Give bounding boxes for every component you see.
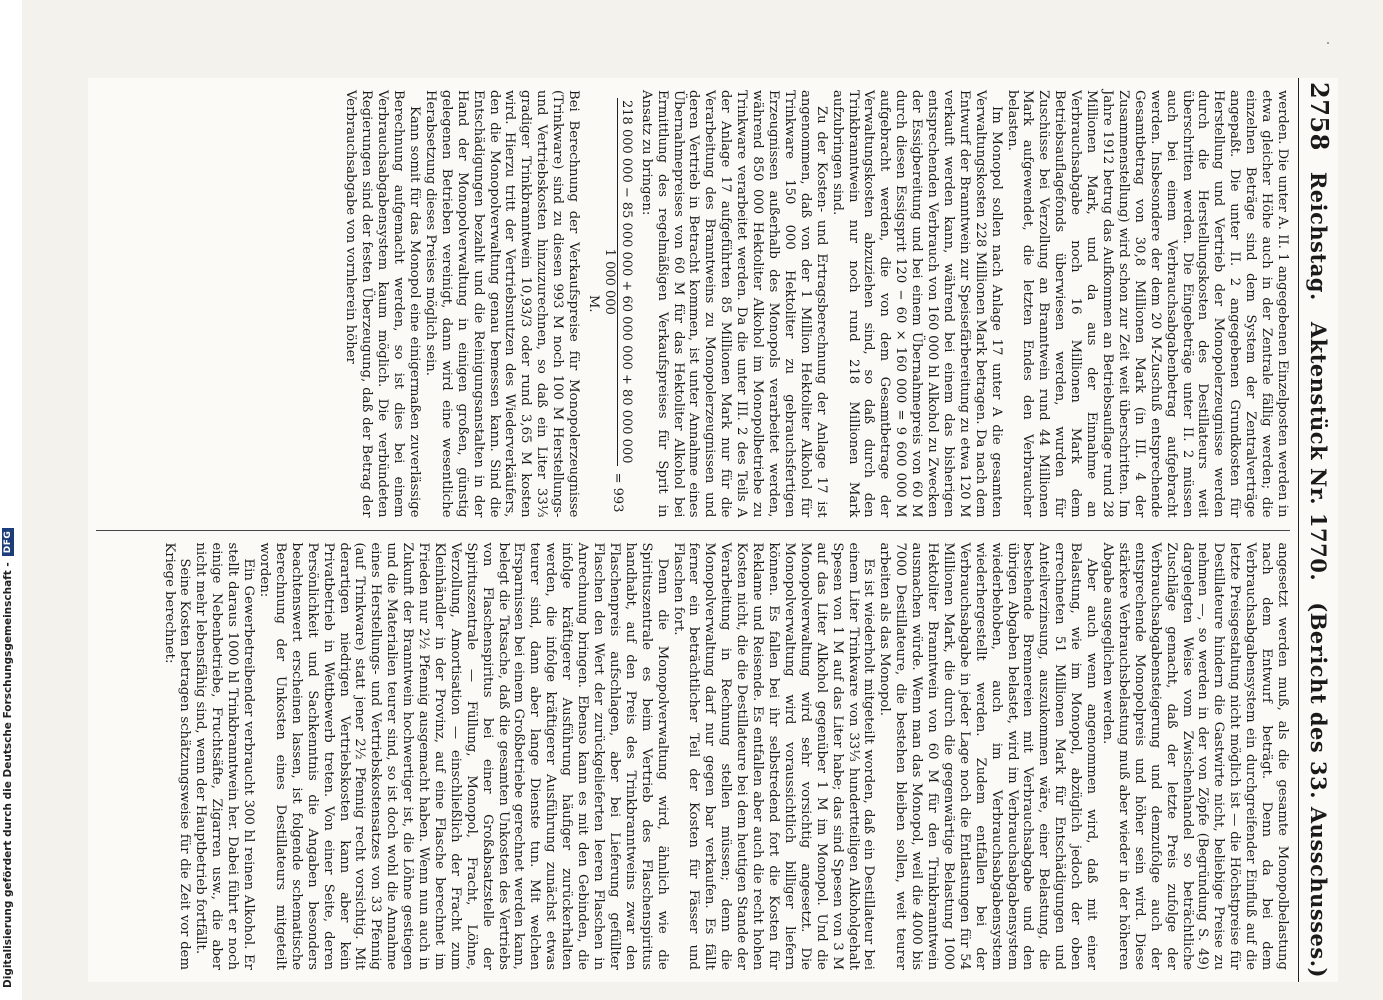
price-formula (585, 90, 634, 518)
report-title: (Bericht des 33. Ausschusses.) (1306, 602, 1331, 978)
paragraph: werden. Die unter A. II. 1 angegebenen Einzelposten werden in etwa gleicher Höhe auch in der Zentrale fällig werden; die einzelnen Beträge sind dem System der Zentralverträge angepaßt. Die unter II. 2 angegebenen Grundkosten für Herstellung und Vertrieb der Monopolerzeugnisse werden durch die Herstellungskosten des Destillateurs weit überschritten werden. Die Eingebeträge unter II. 2 müssen auch bei einem Verbrauchsabgabenbetrag aufgebracht werden. Insbesondere der dem 20 M-Zuschuß entsprechende Gesamtbetrag von 30,8 Millionen Mark (in III. 4 der Zusammenstellung) wird schon zur Zeit weit überschritten. Im Jahre 1912 betrug das Aufkommen an Betriebsauflage rund 28 Millionen Mark, und da aus der Einnahme an Verbrauchsabgabe noch 16 Millionen Mark dem Betriebsauflagefonds überwiesen werden, wurden für Zuschüsse bei Verzollung an Branntwein rund 44 Millionen Mark aufgewendet, die letzten Endes den Verbraucher belasten. (1004, 90, 1290, 518)
paragraph: Bei Berechnung der Verkaufspreise für Monopolerzeugnisse (Trinkware) sind zu diesen 993 M noch 100 M Herstellungs- und Vertriebskosten hinzuzurechnen, so daß ein Liter 33⅓ gradiger Trinkbranntwein 10,93/3 oder rund 3,65 M kosten wird. Hierzu tritt der Vertriebsnutzen des Wiederverkäufers, den die Monopolverwaltung genau bemessen kann. Sind die Entschädigungen bezahlt und die Reinigungsanstalten in der Hand der Monopolverwaltung in einigen großen, günstig gelegenen Betrieben vereinigt, dann wird eine wesentliche Herabsetzung dieses Preises möglich sein. (422, 90, 582, 518)
paragraph: Im Monopol sollen nach Anlage 17 unter A die gesamten Verwaltungskosten 228 Millionen Mark betragen. Da nach dem Entwurf der Branntwein zur Speisefärbereitung zu etwa 120 M verkauft werden kann, während bei einem das bisherigen entsprechenden Verbrauch von 160 000 hl Alkohol zu Zwecken der Essigbereitung und bei einem Übernahmepreis von 60 M durch diesen Essigsprit 120 − 60 × 160 000 = 9 600 000 M aufgebracht werden, die von dem Gesamtbetrage der Verwaltungskosten abzuziehen sind, so daß durch den Trinkbranntwein nur noch rund 218 Millionen Mark aufzubringen sind. (829, 90, 1004, 518)
document-number: Aktenstück Nr. 1770. (1306, 321, 1331, 582)
digitization-sidebar (0, 0, 22, 1000)
paragraph: angesetzt werden muß, als die gesamte Monopolbelastung nach dem Entwurf beträgt. Denn da bei dem Verbrauchsabgabensystem ein durchgreifender Einfluß auf die letzte Preisgestaltung nicht möglich ist — die Höchstpreise für Destillateure hindern die Gastwirte nicht, beliebige Preise zu nehmen —, so werden in der von Zöpfe (Begründung S. 49) dargelegten Weise vom Zwischenhandel so beträchtliche Zuschläge gemacht, daß der letzte Preis zufolge der Verbrauchsabgabensteigerung und demzufolge auch der entsprechende Monopolpreis und höher sein wird. Diese stärkere Verbrauchsbelastung muß aber wieder in der höheren Abgabe ausgeglichen werden. (1100, 542, 1290, 970)
paragraph: Seine Kosten betragen schätzungsweise für die Zeit vor dem Kriege berechnet: (161, 542, 193, 970)
paragraph: Ein Gewerbetreibender verbraucht 300 hl reinen Alkohol. Er stellt daraus 1000 hl Trinkbranntwein her. Dabei führt er noch einige Nebenbetriebe, Fruchtsäfte, Zigarren usw., die aber nicht mehr lebensfähig sind, wenn der Hauptbetrieb fortfällt. (193, 542, 257, 970)
paragraph: Es ist wiederholt mitgeteilt worden, daß ein Destillateur bei einem Liter Trinkware von 33⅓ hundertteiligen Alkoholgehalt Spesen von 1 M auf das Liter habe; das sind Spesen von 3 M auf das Liter Alkohol gegenüber 1 M im Monopol. Und die Monopolverwaltung wird sehr vorsichtig angesetzt. Die Monopolverwaltung wird voraussichtlich billiger liefern können. Es fallen bei ihr selbstredend fort die Kosten für Reklame und Reisende. Es entfallen aber auch die recht hohen Kosten nicht, die die Destillateure bei dem heutigen Stande der Verarbeitung in Rechnung stellen müssen; denn die Monopolverwaltung darf nur gegen bar verkaufen. Es fällt ferner ein beträchtlicher Teil der Kosten für Fässer und Flaschen fort. (670, 542, 877, 970)
rotated-page-content (88, 78, 1338, 982)
page-number: 2758 (1305, 82, 1334, 151)
left-column (96, 78, 1290, 530)
text-columns (96, 78, 1290, 982)
formula-fraction (601, 98, 634, 465)
publication-title: Reichstag. (1306, 171, 1331, 301)
paragraph: Zu der Kosten- und Ertragsberechnung der Anlage 17 ist angenommen, daß von der 1 Million Hektoliter Alkohol für Trinkware 150 000 Hektoliter zu gebrauchsfertigen Erzeugnissen außerhalb des Monopols verarbeitet werden, während 850 000 Hektoliter Alkohol im Monopolbetriebe zu Trinkware verarbeitet werden. Da die unter III. 2 des Teils A der Anlage 17 aufgeführten 85 Millionen Mark nur für die Verarbeitung des Branntweins zu Monopolerzeugnissen und deren Vertrieb in Betracht kommen, ist unter Annahme eines Übernahmepreises von 60 M für das Hektoliter Alkohol bei Ermittlung des regelmäßigen Verkaufspreises für Sprit in Ansatz zu bringen: (638, 90, 829, 518)
dfg-logo: DFG (2, 528, 14, 557)
paragraph: Aber auch wenn angenommen wird, daß mit einer Belastung, wie im Monopol, abzüglich jedoch der oben errechneten 51 Millionen Mark für Entschädigungen und Anteilverzinsung, auszukommen wäre, einer Belastung, die bestehende Brennereien mit Verbrauchsabgabe und den übrigen Abgaben belastet, wird im Verbrauchsabgabensystem wiederbehoben, auch im Verbrauchsabgabensystem wiederhergestellt werden. Zudem entfallen bei der Verbrauchsabgabe in jeder Lage noch die Entlastungen für 54 Millionen Mark, die durch die gegenwärtige Belastung 1000 Hektoliter Branntwein von 60 M für den Trinkbranntwein ausmachen würde. Wenn man das Monopol, weil die 4000 bis 7000 Destillateure, die bestehen bleiben sollen, weit teurer arbeiten als das Monopol. (877, 542, 1100, 970)
paragraph: Kann somit für das Monopol eine einigermaßen zuverlässige Berechnung aufgemacht werden, so ist dies bei einem Verbrauchsabgabensystem kaum möglich. Die verbündeten Regierungen sind der festen Überzeugung, daß der Betrag der Verbrauchsabgabe von vornherein höher (343, 90, 423, 518)
right-column (96, 530, 1290, 983)
page-header (1298, 78, 1334, 982)
paper-speck (1327, 42, 1329, 44)
formula-numerator: 218 000 000 − 85 000 000 + 60 000 000 + 80 000 000 (618, 100, 634, 464)
formula-denominator: 1 000 000 (601, 248, 617, 315)
formula-result: = 993 M. (586, 295, 625, 513)
digitization-credit (2, 8, 14, 988)
credit-text: Digitalisierung gefördert durch die Deutsche Forschungsgemeinschaft - (2, 562, 14, 988)
paragraph: Denn die Monopolverwaltung wird, ähnlich wie die Spirituszentrale es beim Vertrieb des Flaschenspiritus handhabt, auf den Preis des Trinkbranntweins zwar den Flaschenpreis aufschlagen, aber bei Lieferung gefüllter Flaschen den Wert der zurückgelieferten leeren Flaschen in Anrechnung bringen. Ebenso kann es mit den Gebinden, die infolge kräftigerer Ausführung häufiger zurückerhalten werden, die infolge kräftigerer Ausführung zunächst etwas teurer sind, dann aber lange Dienste tun. Mit welchen Ersparnissen bei einem Großbetriebe gerechnet werden kann, belegt die Tatsache, daß die gesamten Unkosten des Vertriebs von Flaschenspiritus bei einer Großabsatzstelle der Spirituszentrale — Füllung, Monopol, Fracht, Löhne, Verzollung, Amortisation — einschließlich der Fracht zum Kleinhändler in der Provinz, auf eine Flasche berechnet im Frieden nur 2½ Pfennig ausgemacht haben. Wenn nun auch in Zukunft der Branntwein hochwertiger ist, die Löhne gestiegen und die Materialien teurer sind, so ist doch wohl die Annahme eines Herstellungs- und Vertriebskostensatzes von 33 Pfennig (auf Trinkware) statt jener 2½ Pfennig recht vorsichtig. Mit derartigen niedrigen Vertriebskosten kann aber kein Privatbetrieb in Wettbewerb treten. Von einer Seite, deren Persönlichkeit und Sachkenntnis die Angaben besonders beachtenswert erscheinen lassen, ist folgende schematische Berechnung der Unkosten eines Destillateurs mitgeteilt worden: (257, 542, 670, 970)
scanned-page (88, 78, 1338, 982)
